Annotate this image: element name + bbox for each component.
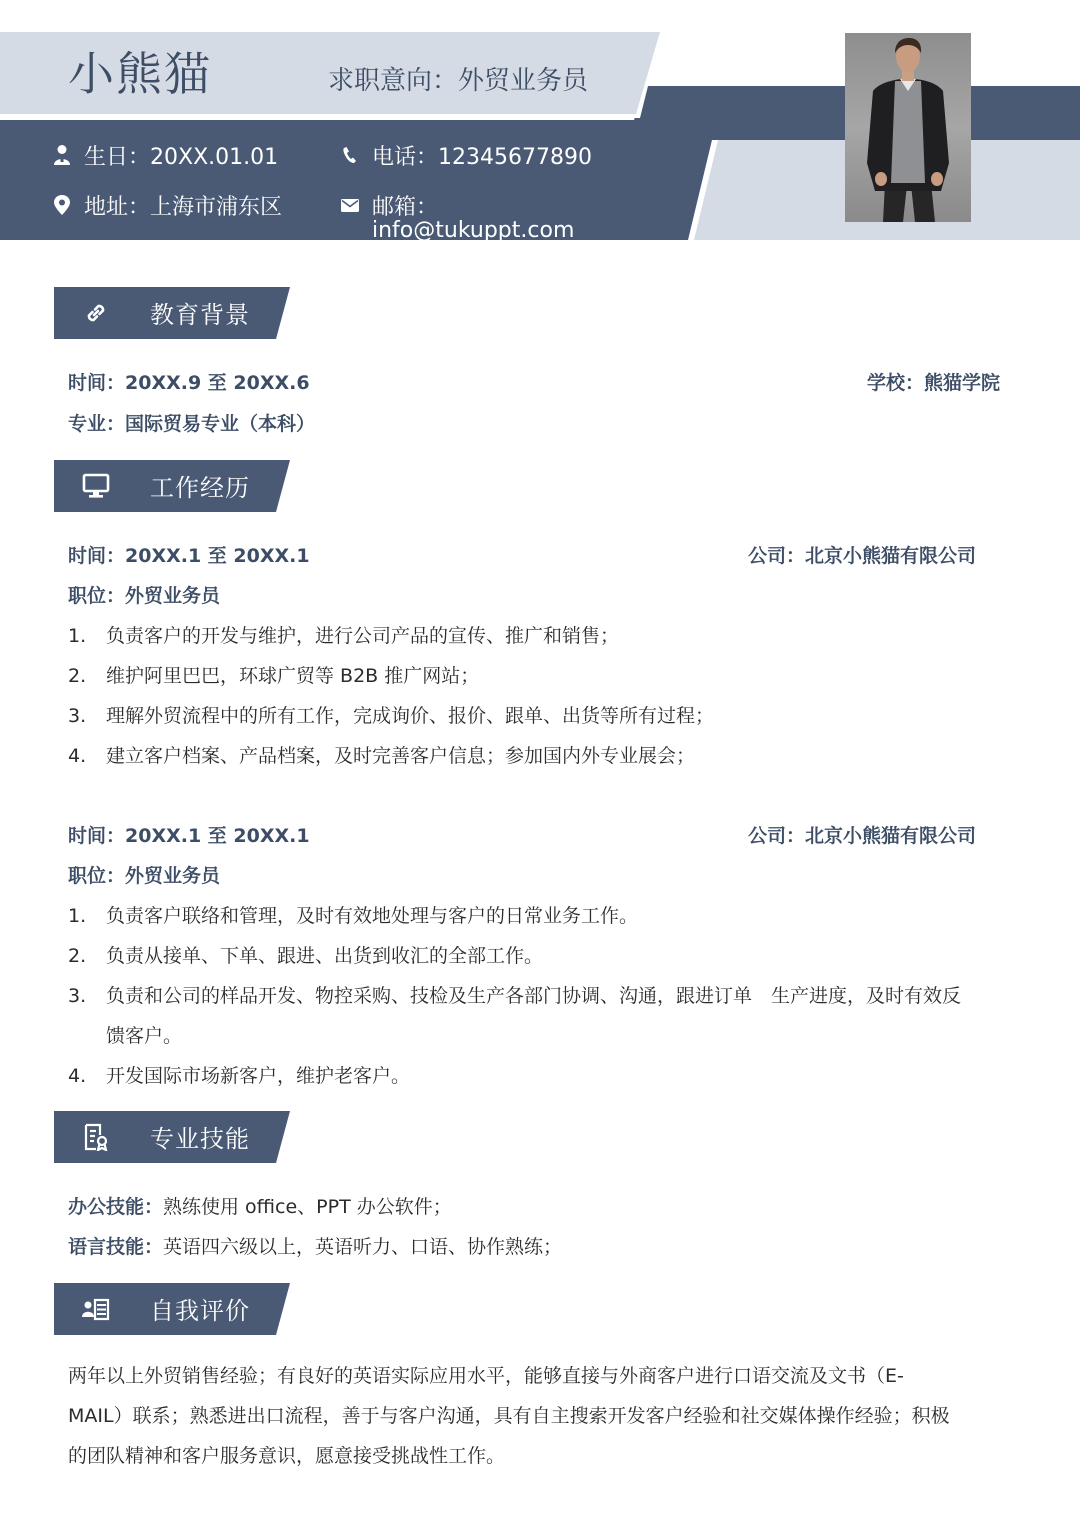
edu-time-value: 20XX.9 至 20XX.6 [125, 372, 310, 394]
section-title: 自我评价 [150, 1297, 250, 1325]
skill-office [68, 1192, 452, 1219]
job2-position [68, 861, 220, 888]
list-number: 1. [68, 625, 87, 647]
email-value: info@tukuppt.com [372, 218, 575, 243]
address-text: 地址：上海市浦东区 [84, 195, 283, 220]
email-label: 邮箱： [372, 195, 439, 220]
list-item [68, 981, 961, 1008]
link-icon [82, 299, 110, 327]
location-pin-icon [52, 194, 72, 216]
skill-language-label: 语言技能： [68, 1236, 164, 1258]
list-text: 馈客户。 [106, 1025, 183, 1047]
list-text: 负责和公司的样品开发、物控采购、技检及生产各部门协调、沟通，跟进订单 生产进度，及时有效反 [106, 985, 962, 1007]
section-header-skills [54, 1111, 290, 1163]
list-text: 负责从接单、下单、跟进、出货到收汇的全部工作。 [106, 945, 544, 967]
edu-school [867, 368, 1000, 395]
list-item [68, 901, 638, 928]
monitor-icon [82, 472, 110, 500]
list-item [68, 621, 619, 648]
job-intent-label: 求职意向： [328, 66, 459, 96]
skill-language [68, 1232, 562, 1259]
skill-office-value: 熟练使用 office、PPT 办公软件； [163, 1196, 452, 1218]
job-position-value: 外贸业务员 [125, 865, 221, 887]
person-icon [52, 144, 72, 166]
edu-school-value: 熊猫学院 [924, 372, 1001, 394]
list-text: 维护阿里巴巴，环球广贸等 B2B 推广网站； [106, 665, 480, 687]
job-position-label: 职位： [68, 585, 126, 607]
job-intent-value: 外贸业务员 [458, 66, 589, 96]
list-text: 建立客户档案、产品档案，及时完善客户信息；参加国内外专业展会； [106, 745, 696, 767]
list-text: 理解外贸流程中的所有工作，完成询价、报价、跟单、出货等所有过程； [106, 705, 715, 727]
list-text: 负责客户联络和管理，及时有效地处理与客户的日常业务工作。 [106, 905, 639, 927]
paragraph-line: 的团队精神和客户服务意识，愿意接受挑战性工作。 [68, 1445, 506, 1467]
list-number: 4. [68, 1065, 87, 1087]
list-number: 2. [68, 665, 87, 687]
job-company-label: 公司： [748, 545, 806, 567]
job-intent [328, 60, 588, 97]
section-header-work [54, 460, 290, 512]
section-title: 工作经历 [150, 474, 250, 502]
envelope-icon [340, 194, 360, 216]
edu-time [68, 368, 310, 395]
job2-company [748, 821, 976, 848]
list-text: 开发国际市场新客户，维护老客户。 [106, 1065, 411, 1087]
candidate-name: 小熊猫 [68, 47, 212, 101]
edu-major-label: 专业： [68, 413, 126, 435]
skill-office-label: 办公技能： [68, 1196, 164, 1218]
section-header-education [54, 287, 290, 339]
certificate-icon [82, 1123, 110, 1151]
paragraph-line: MAIL）联系；熟悉进出口流程，善于与客户沟通，具有自主搜索开发客户经验和社交媒体操作经验；积极 [68, 1405, 950, 1427]
job1-position [68, 581, 220, 608]
list-item [68, 661, 479, 688]
job-position-value: 外贸业务员 [125, 585, 221, 607]
list-number: 3. [68, 705, 87, 727]
self-evaluation-text [68, 1356, 1008, 1476]
list-item [68, 701, 714, 728]
profile-photo [845, 33, 971, 222]
edu-time-label: 时间： [68, 372, 126, 394]
job-company-label: 公司： [748, 825, 806, 847]
list-item [68, 741, 695, 768]
phone-icon [340, 144, 360, 166]
job-time-label: 时间： [68, 825, 126, 847]
list-number: 4. [68, 745, 87, 767]
job-position-label: 职位： [68, 865, 126, 887]
job-time-value: 20XX.1 至 20XX.1 [125, 545, 310, 567]
paragraph-line: 两年以上外贸销售经验；有良好的英语实际应用水平，能够直接与外商客户进行口语交流及文书（E- [68, 1365, 904, 1387]
list-number: 1. [68, 905, 87, 927]
job-company-value: 北京小熊猫有限公司 [805, 545, 977, 567]
job1-time [68, 541, 310, 568]
birthday-text: 生日：20XX.01.01 [84, 145, 279, 170]
section-title: 教育背景 [150, 301, 250, 329]
edu-school-label: 学校： [867, 372, 925, 394]
job-time-value: 20XX.1 至 20XX.1 [125, 825, 310, 847]
job-time-label: 时间： [68, 545, 126, 567]
list-item [68, 941, 543, 968]
edu-major [68, 409, 315, 436]
section-title: 专业技能 [150, 1125, 250, 1153]
profile-list-icon [82, 1295, 110, 1323]
section-header-self-evaluation [54, 1283, 290, 1335]
job1-company [748, 541, 976, 568]
list-item [68, 1061, 410, 1088]
list-number: 2. [68, 945, 87, 967]
list-item-continuation [68, 1021, 182, 1048]
person-photo-illustration [845, 33, 971, 222]
list-number: 3. [68, 985, 87, 1007]
edu-major-value: 国际贸易专业（本科） [125, 413, 316, 435]
list-text: 负责客户的开发与维护，进行公司产品的宣传、推广和销售； [106, 625, 620, 647]
skill-language-value: 英语四六级以上，英语听力、口语、协作熟练； [163, 1236, 563, 1258]
job-company-value: 北京小熊猫有限公司 [805, 825, 977, 847]
job2-time [68, 821, 310, 848]
phone-text: 电话：12345677890 [372, 145, 592, 170]
